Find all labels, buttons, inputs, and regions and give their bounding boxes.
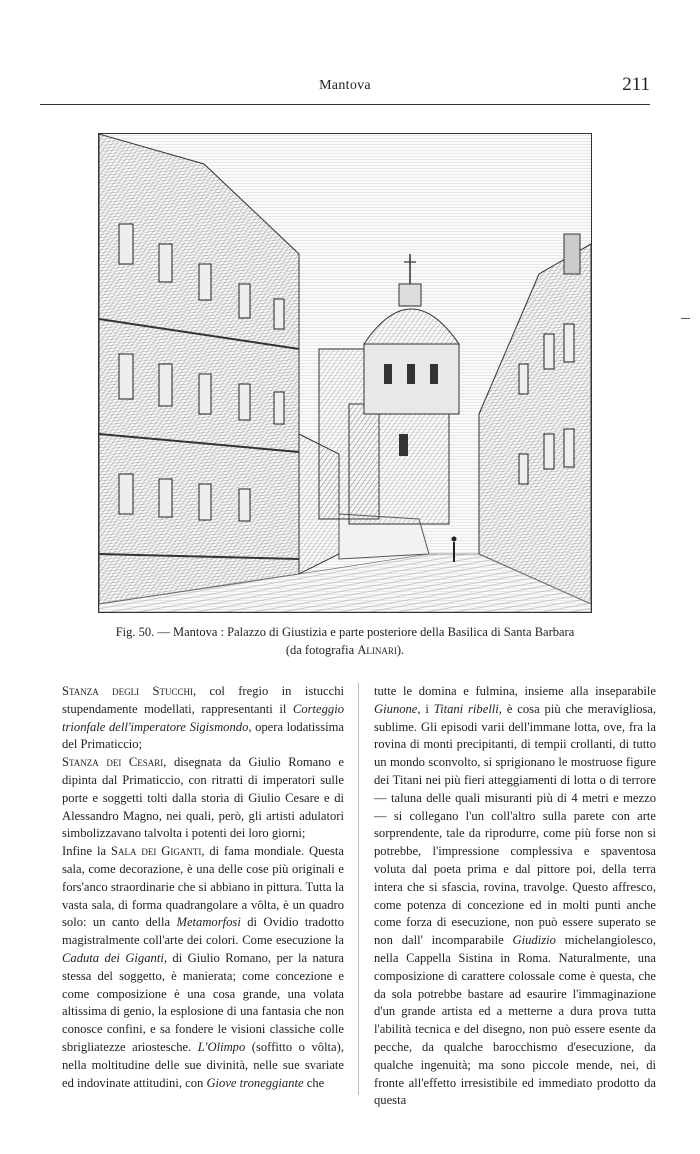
title-metamorfosi: Metamorfosi [176,915,241,930]
heading-sala-giganti: Sala dei Giganti, [110,844,205,859]
heading-stanza-cesari: Stanza dei Cesari, [62,755,167,770]
caption-source-prefix: (da fotografia [285,643,355,657]
heading-stanza-stucchi: Stanza degli Stucchi, [62,684,197,698]
column-right [374,683,656,1110]
figure-caption [40,623,650,659]
caption-source-name: Alinari [357,643,397,657]
text-run: di Giulio Romano, per la natura stessa del soggetto, è manierata; come concezione e come composizione è una cosa grande, una volata altissima di genio, la esplosione di una fantasia che non conosce confini, e sa fondere le visioni classiche colle sbrigliatezze ariostesche. [62,950,344,1054]
text-run: Infine la [62,844,111,859]
paragraph-stanza-stucchi [62,683,344,754]
title-giudizio: Giudizio [512,933,556,948]
running-title: Mantova [319,78,371,93]
text-run: col fregio in istucchi stupendamente modellati, rappresentanti il [62,684,344,716]
text-run: (soffitto o vôlta), nella moltitudine delle sue divinità, nelle sue svariate ed indovinate attitudini, con [62,1039,344,1090]
caption-source-suffix: ). [396,643,405,657]
text-run: opera lodatissima del Primaticcio; [62,719,344,752]
text-run: i [420,701,434,716]
name-titani: Titani ribelli, [433,701,502,716]
paragraph-sala-giganti [62,843,344,1092]
text-run: è cosa più che meravigliosa, sublime. Gli episodi varii dell'immane lotta, ove, fra la rovina di monti precipitanti, di tempii crollanti, di tutto un mondo sconvolto, si sprigionano le mostruose figure dei Titani nei più fieri atteggiamenti di lotta o di terrore — taluna delle quali misuranti più di 4 metri e mezzo — si collegano l'un coll'altro sulla parete con arte sorprendente, tale da riprodurre, come più forse non si potrebbe, l'impressione complessiva e spaventosa voluta dal poeta prima e dal pittore poi, della terra intera che si sfascia, rovina, travolge. Questo affresco, come potenza di concezione ed in molti punti anche come forza di esecuzione, non può essere superato se non dall' incomparabile [374,701,657,948]
paragraph-continued [374,683,656,1110]
title-olimpo: L'Olimpo [197,1039,246,1054]
engraving-illustration [98,133,592,613]
text-run: michelangiolesco, nella Cappella Sistina in Roma. Naturalmente, una composizione di carattere colossale come è questa, che da sola potrebbe bastare ad esaurire l'immaginazione d'un grande artista ed a metterne a dura prova tutta l'abilità tecnica e del disegno, non può essere esente da pecche, da qualche barocchismo d'esecuzione, da qualche ingenuità; ma sono piccole mende, nei, di fronte all'effetto irresistibile ed immediato prodotto da questa [374,933,656,1108]
name-giunone: Giunone, [374,701,421,716]
column-left [62,683,344,1110]
title-corteggio: Corteggio trionfale dell'imperatore Sigismondo, [62,701,344,734]
caption-line-2 [40,641,650,659]
running-header [40,74,650,105]
engraving-drawing [99,134,591,612]
text-run: di Ovidio tradotto magistralmente coll'arte dei colori. Come esecuzione la [62,915,344,948]
page-number: 211 [622,74,650,95]
body-text [62,683,656,1110]
column-rule [344,683,374,1110]
paragraph-stanza-cesari [62,754,344,843]
text-run: che [303,1075,325,1090]
text-run: tutte le domina e fulmina, insieme alla inseparabile [374,684,656,698]
margin-mark [681,318,690,319]
text-run: disegnata da Giulio Romano e dipinta dal Primaticcio, con ritratti di imperatori sulle porte e soggetti tolti dalla storia di Giulio Cesare e di Alessandro Magno, nei quali, però, gli artisti adulatori simbolizzavano talvolta i potenti dei loro giorni; [62,755,344,841]
caption-line-1: Fig. 50. — Mantova : Palazzo di Giustizia e parte posteriore della Basilica di Santa Barbara [115,625,575,639]
title-giove: Giove troneggiante [206,1075,304,1090]
title-caduta-giganti: Caduta dei Giganti, [62,950,167,965]
text-run: di fama mondiale. Questa sala, come decorazione, è una delle cose più originali e fors'anco straordinarie che si abbiano in pittura. Tutta la vasta sala, di forma quadrangolare a vôlta, è un quadro solo: un canto della [62,844,344,930]
